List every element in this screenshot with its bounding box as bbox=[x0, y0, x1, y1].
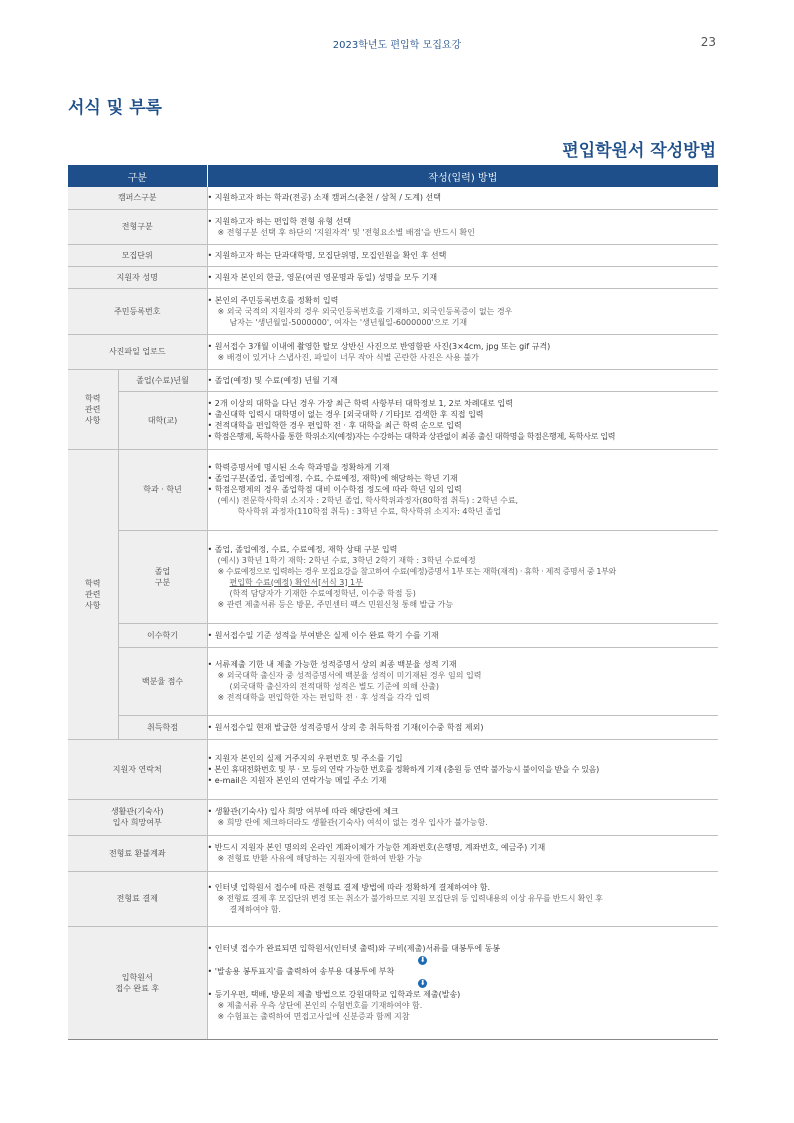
desc-line: • 학력증명서에 명시된 소속 학과명을 정확하게 기재 bbox=[207, 463, 390, 472]
row-description bbox=[207, 391, 718, 449]
desc-line: • 인터넷 입학원서 접수에 따른 전형료 결제 방법에 따라 정확하게 결제하여야 함. bbox=[207, 883, 491, 892]
desc-note: ※ 외국 국적의 지원자의 경우 외국인등록번호를 기재하고, 외국인등록증이 없는 경우 bbox=[217, 306, 513, 316]
row-label: 백분율 점수 bbox=[118, 647, 207, 715]
row-description bbox=[207, 799, 718, 835]
row-acad-status bbox=[68, 530, 718, 623]
group-label bbox=[68, 369, 118, 449]
application-guide-table bbox=[68, 165, 718, 1040]
desc-line: • 본인의 주민등록번호를 정확히 입력 bbox=[207, 295, 339, 305]
row-label: 주민등록번호 bbox=[68, 288, 207, 334]
desc-line: • 지원자 본인의 한글, 영문(여권 영문명과 동일) 성명을 모두 기재 bbox=[207, 272, 438, 282]
desc-note: ※ 희망 란에 체크하더라도 생활관(기숙사) 여석이 없는 경우 입사가 불가능함. bbox=[217, 818, 488, 827]
row-name bbox=[68, 266, 718, 288]
row-edu-univ bbox=[68, 391, 718, 449]
row-type bbox=[68, 209, 718, 244]
row-dorm bbox=[68, 799, 718, 835]
desc-note: ※ 전형구분 선택 후 하단의 '지원자격' 및 '전형요소별 배점'을 반드시 확인 bbox=[217, 227, 475, 237]
row-description bbox=[207, 266, 718, 288]
row-description bbox=[207, 187, 718, 209]
row-label: 취득학점 bbox=[118, 715, 207, 739]
group-label bbox=[68, 449, 118, 739]
row-label: 전형구분 bbox=[68, 209, 207, 244]
row-description bbox=[207, 715, 718, 739]
row-description bbox=[207, 449, 718, 530]
section-title: 서식 및 부록 bbox=[68, 98, 162, 118]
row-label: 모집단위 bbox=[68, 244, 207, 266]
desc-line: • 원서접수일 기준 성적을 부여받은 실제 이수 완료 학기 수를 기재 bbox=[207, 630, 439, 640]
row-label-line: 생활관(기숙사) bbox=[110, 807, 164, 816]
desc-line: • 학점은행제의 경우 졸업학점 대비 이수학점 정도에 따라 학년 임의 입력 bbox=[207, 485, 462, 494]
row-description bbox=[207, 835, 718, 871]
row-label-line: 졸업 bbox=[154, 566, 171, 576]
row-label-line: 입사 희망여부 bbox=[112, 818, 162, 827]
desc-note: 학사학위 과정자(110학점 취득) : 3학년 수료, 학사학위 소지자: 4학년 졸업 bbox=[237, 507, 501, 516]
row-description bbox=[207, 209, 718, 244]
step-arrow bbox=[128, 954, 719, 966]
row-description bbox=[207, 871, 718, 926]
group-label-line: 학력 bbox=[85, 393, 101, 403]
desc-line: • 전적대학을 편입학한 경우 편입학 전 · 후 대학을 최근 학력 순으로 입력 bbox=[207, 421, 462, 430]
row-description bbox=[207, 288, 718, 334]
desc-note: ※ 관련 제출서류 등은 방문, 주민센터 팩스 민원신청 통해 발급 가능 bbox=[217, 599, 454, 609]
desc-line: • 학점은행제, 독학사를 통한 학위소지(예정)자는 수강하는 대학과 상관없이 최종 출신 대학명을 학점은행제, 독학사로 입력 bbox=[207, 432, 616, 441]
row-photo bbox=[68, 334, 718, 369]
row-fee bbox=[68, 871, 718, 926]
row-after bbox=[68, 926, 718, 1039]
row-acad-percent bbox=[68, 647, 718, 715]
col-header-category: 구분 bbox=[68, 165, 207, 187]
document-title: 편입학원서 작성방법 bbox=[562, 141, 716, 161]
page-number: 23 bbox=[700, 35, 716, 49]
desc-line: • 졸업구분(졸업, 졸업예정, 수료, 수료예정, 재학)에 해당하는 학년 기재 bbox=[207, 474, 458, 483]
page-header-title: 2023학년도 편입학 모집요강 bbox=[332, 40, 462, 51]
desc-note: (학적 담당자가 기재한 수료예정학년, 이수중 학점 등) bbox=[229, 588, 416, 598]
row-label: 전형료 환불계좌 bbox=[68, 835, 207, 871]
desc-note: ※ 수험표는 출력하여 면접고사일에 신분증과 함께 지참 bbox=[217, 1012, 410, 1021]
row-refund bbox=[68, 835, 718, 871]
row-description bbox=[207, 647, 718, 715]
row-label: 지원자 성명 bbox=[68, 266, 207, 288]
table-header-row bbox=[68, 165, 718, 187]
row-label-line: 구분 bbox=[154, 577, 171, 587]
desc-line: • 졸업, 졸업예정, 수료, 수료예정, 재학 상태 구분 입력 bbox=[207, 544, 398, 554]
group-label-line: 사항 bbox=[85, 415, 101, 425]
row-label: 학과 · 학년 bbox=[118, 449, 207, 530]
step-arrow bbox=[128, 977, 719, 989]
desc-note: 편입학 수료(예정) 확인서[서식 3] 1부 bbox=[229, 577, 363, 587]
row-label: 전형료 결제 bbox=[68, 871, 207, 926]
arrow-down-icon: ⬇ bbox=[419, 979, 426, 987]
row-description bbox=[207, 530, 718, 623]
desc-line: • 본인 휴대전화번호 및 부 · 모 등의 연락 가능한 번호를 정확하게 기재 (충원 등 연락 불가능시 불이익을 받을 수 있음) bbox=[207, 764, 599, 774]
row-edu-grad bbox=[68, 369, 718, 391]
group-label-line: 학력 bbox=[85, 578, 101, 588]
desc-line: • 지원하고자 하는 단과대학명, 모집단위명, 모집인원을 확인 후 선택 bbox=[207, 250, 447, 260]
row-description bbox=[207, 334, 718, 369]
group-label-line: 관련 bbox=[85, 589, 101, 599]
row-label: 지원자 연락처 bbox=[68, 739, 207, 799]
row-acad-credits bbox=[68, 623, 718, 647]
desc-note: ※ 수료예정으로 입력하는 경우 모집요강을 참고하여 수료(예정)증명서 1부 또는 재학(재적) · 휴학 · 제적 증명서 중 1부와 bbox=[217, 566, 616, 576]
row-label: 사진파일 업로드 bbox=[68, 334, 207, 369]
row-acad-earned bbox=[68, 715, 718, 739]
desc-line: • 인터넷 접수가 완료되면 입학원서(인터넷 출력)와 구비(제출)서류를 대봉투에 동봉 bbox=[207, 944, 501, 953]
desc-line: • '발송용 봉투표지'를 출력하여 송부용 대봉투에 부착 bbox=[207, 967, 395, 976]
desc-line: • 출신대학 입력시 대학명이 없는 경우 [외국대학 / 기타]로 검색한 후 직접 입력 bbox=[207, 410, 484, 419]
group-label-line: 사항 bbox=[85, 600, 101, 610]
arrow-down-icon: ⬇ bbox=[419, 956, 426, 964]
desc-line: • 졸업(예정) 및 수료(예정) 년월 기재 bbox=[207, 375, 338, 385]
desc-note: ※ 배경이 있거나 스냅사진, 파일이 너무 작아 식별 곤란한 사진은 사용 불가 bbox=[217, 352, 479, 362]
desc-note: ※ 전형료 반환 사유에 해당하는 지원자에 한하여 반환 가능 bbox=[217, 854, 423, 863]
desc-line: • 원서접수일 현재 발급한 성적증명서 상의 총 취득학점 기재(이수중 학점 제외) bbox=[207, 722, 484, 732]
desc-note: (예시) 전문학사학위 소지자 : 2학년 졸업, 학사학위과정자(80학점 취득) : 2학년 수료, bbox=[217, 496, 519, 505]
desc-line: • e-mail은 지원자 본인의 연락가능 메일 주소 기재 bbox=[207, 775, 387, 785]
desc-line: • 2개 이상의 대학을 다닌 경우 가장 최근 학력 사항부터 대학정보 1, 2로 차례대로 입력 bbox=[207, 399, 513, 408]
row-label: 캠퍼스구분 bbox=[68, 187, 207, 209]
row-description bbox=[207, 369, 718, 391]
desc-line: • 생활관(기숙사) 입사 희망 여부에 따라 해당란에 체크 bbox=[207, 807, 399, 816]
row-label: 이수학기 bbox=[118, 623, 207, 647]
row-label bbox=[118, 530, 207, 623]
row-label: 대학(교) bbox=[118, 391, 207, 449]
desc-note: ※ 제출서류 우측 상단에 본인의 수험번호를 기재하여야 함. bbox=[217, 1001, 423, 1010]
row-unit bbox=[68, 244, 718, 266]
desc-note: ※ 전적대학을 편입학한 자는 편입학 전 · 후 성적을 각각 입력 bbox=[217, 693, 430, 702]
row-rrn bbox=[68, 288, 718, 334]
desc-line: • 지원하고자 하는 편입학 전형 유형 선택 bbox=[207, 216, 352, 226]
row-description bbox=[207, 244, 718, 266]
row-description bbox=[207, 623, 718, 647]
row-description bbox=[207, 739, 718, 799]
desc-line: • 서류제출 기한 내 제출 가능한 성적증명서 상의 최종 백분율 성적 기재 bbox=[207, 660, 457, 669]
row-label-line: 입학원서 bbox=[121, 972, 153, 982]
desc-note: ※ 외국대학 출신자 중 성적증명서에 백분율 성적이 미기재된 경우 임의 입력 bbox=[217, 671, 482, 680]
row-contact bbox=[68, 739, 718, 799]
row-label-line: 접수 완료 후 bbox=[115, 983, 160, 993]
desc-line: • 지원하고자 하는 학과(전공) 소재 캠퍼스(춘천 / 삼척 / 도계) 선택 bbox=[207, 193, 442, 203]
group-label-line: 관련 bbox=[85, 404, 101, 414]
desc-line: • 반드시 지원자 본인 명의의 온라인 계좌이체가 가능한 계좌번호(은행명, 계좌번호, 예금주) 기재 bbox=[207, 843, 546, 852]
row-description bbox=[207, 926, 718, 1039]
row-label: 졸업(수료)년월 bbox=[118, 369, 207, 391]
col-header-method: 작성(입력) 방법 bbox=[207, 165, 718, 187]
desc-line: • 원서접수 3개월 이내에 촬영한 탈모 상반신 사진으로 반영함판 사진(3×4cm, jpg 또는 gif 규격) bbox=[207, 341, 551, 351]
desc-note: 결제하여야 함. bbox=[229, 905, 281, 914]
desc-note: (예시) 3학년 1학기 재학: 2학년 수료, 3학년 2학기 재학 : 3학년 수료예정 bbox=[217, 555, 476, 565]
row-campus bbox=[68, 187, 718, 209]
desc-note: (외국대학 출신자의 전적대학 성적은 별도 기준에 의해 산출) bbox=[229, 682, 440, 691]
desc-line: • 등기우편, 택배, 방문의 제출 방법으로 강원대학교 입학과로 제출(발송) bbox=[207, 990, 461, 999]
desc-line: • 지원자 본인의 실제 거주지의 우편번호 및 주소를 기입 bbox=[207, 753, 403, 763]
row-acad-dept bbox=[68, 449, 718, 530]
desc-note: 남자는 '생년월일-5000000', 여자는 '생년월일-6000000'으로 기재 bbox=[229, 317, 468, 327]
row-label bbox=[68, 799, 207, 835]
desc-note: ※ 전형료 결제 후 모집단위 변경 또는 취소가 불가하므로 지원 모집단위 등 입력내용의 이상 유무를 반드시 확인 후 bbox=[217, 894, 603, 903]
